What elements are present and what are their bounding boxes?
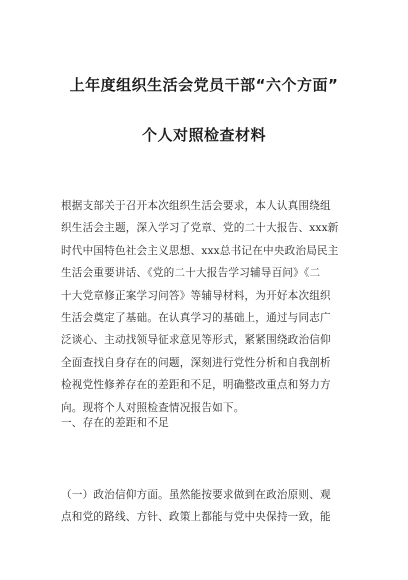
- intro-line: 泛谈心、主动找领导征求意见等形式，紧紧围绕政治信仰: [61, 334, 331, 347]
- intro-line: 织生活会主题，深入学习了党章、党的二十大报告、xxx新: [61, 222, 339, 235]
- intro-line: 时代中国特色社会主义思想、xxx总书记在中央政治局民主: [61, 244, 339, 257]
- intro-line: 十大党章修正案学习问答》等辅导材料，为开好本次组织: [61, 289, 331, 302]
- intro-paragraph: [61, 195, 349, 419]
- intro-line: 向。现将个人对照检查情况报告如下。: [61, 401, 245, 414]
- intro-line: 根据支部关于召开本次组织生活会要求，本人认真围绕组: [61, 200, 331, 212]
- intro-line: 检视党性修养存在的差距和不足，明确整改重点和努力方: [61, 379, 331, 392]
- document-title-line-2: 个人对照检查材料: [141, 126, 266, 144]
- intro-line: 全面查找自身存在的问题，深刻进行党性分析和自我剖析: [61, 356, 331, 369]
- intro-line: 生活会重要讲话、《党的二十大报告学习辅导百问》《二: [61, 267, 321, 280]
- section-line: （一）政治信仰方面。虽然能按要求做到在政治原则、观: [61, 489, 331, 501]
- section-heading: 一、存在的差距和不足: [61, 417, 169, 429]
- intro-line: 生活会奠定了基础。在认真学习的基础上，通过与同志广: [61, 312, 331, 325]
- document-title-line-1: 上年度组织生活会党员干部“六个方面”: [69, 76, 339, 94]
- section-paragraph: [61, 484, 349, 529]
- section-line: 点和党的路线、方针、政策上都能与党中央保持一致，能: [61, 511, 331, 524]
